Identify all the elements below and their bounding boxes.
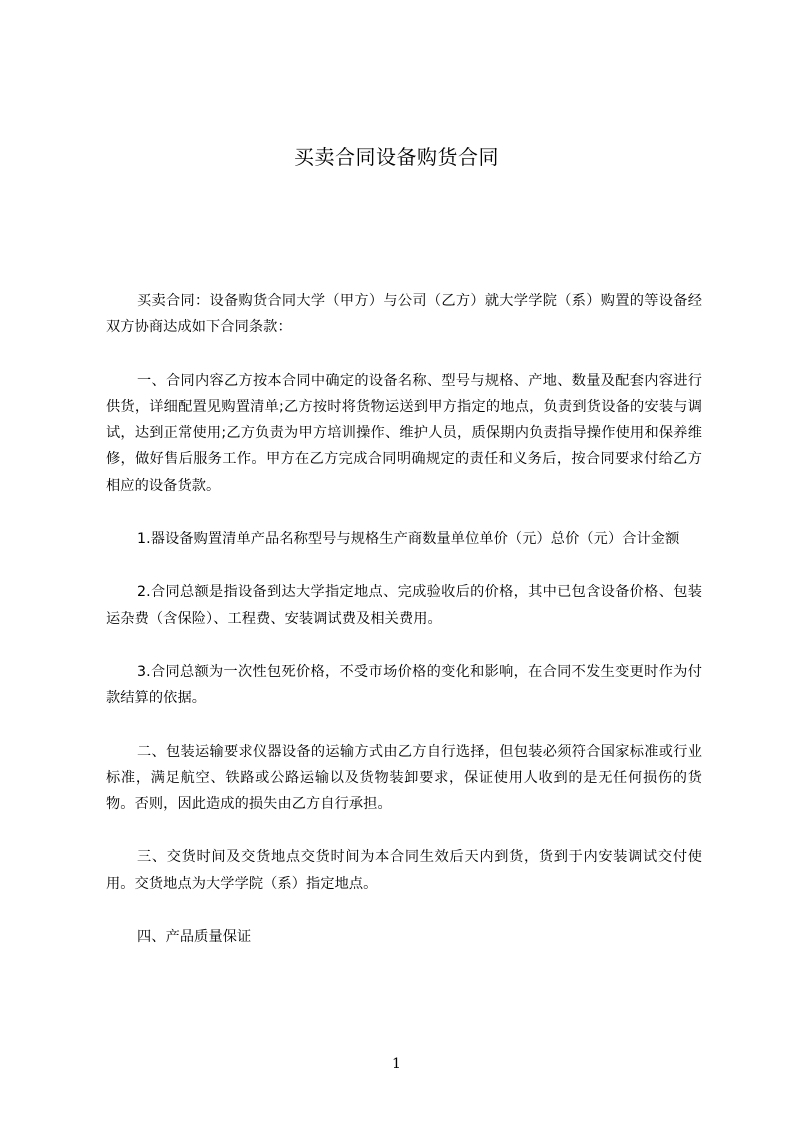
clause-3-fixed-price: 3.合同总额为一次性包死价格，不受市场价格的变化和影响，在合同不发生变更时作为付款结算的依据。 [106,663,702,707]
section-4-quality-heading: 四、产品质量保证 [137,929,252,946]
section-3-delivery: 三、交货时间及交货地点交货时间为本合同生效后天内到货，货到于内安装调试交付使用。交货地点为大学学院（系）指定地点。 [106,849,702,892]
page-number: 1 [392,1056,401,1072]
section-2-packaging-transport: 二、包装运输要求仪器设备的运输方式由乙方自行选择，但包装必须符合国家标准或行业标准，满足航空、铁路或公路运输以及货物装卸要求，保证使用人收到的是无任何损伤的货物。否则，因此造成的损失由乙方自行承担。 [106,743,702,813]
clause-2-contract-total: 2.合同总额是指设备到达大学指定地点、完成验收后的价格，其中已包含设备价格、包装运杂费（含保险）、工程费、安装调试费及相关费用。 [106,584,702,627]
intro-paragraph: 买卖合同：设备购货合同大学（甲方）与公司（乙方）就大学学院（系）购置的等设备经双方协商达成如下合同条款： [106,293,702,336]
document-body [106,288,702,977]
document-title: 买卖合同设备购货合同 [294,145,499,169]
section-1-contract-content: 一、合同内容乙方按本合同中确定的设备名称、型号与规格、产地、数量及配套内容进行供货，详细配置见购置清单;乙方按时将货物运送到甲方指定的地点，负责到货设备的安装与调试，达到正常使用;乙方负责为甲方培训操作、维护人员，质保期内负责指导操作使用和保养维修，做好售后服务工作。甲方在乙方完成合同明确规定的责任和义务后，按合同要求付给乙方相应的设备货款。 [106,372,702,494]
clause-1-equipment-list: 1.器设备购置清单产品名称型号与规格生产商数量单位单价（元）总价（元）合计金额 [137,531,680,548]
